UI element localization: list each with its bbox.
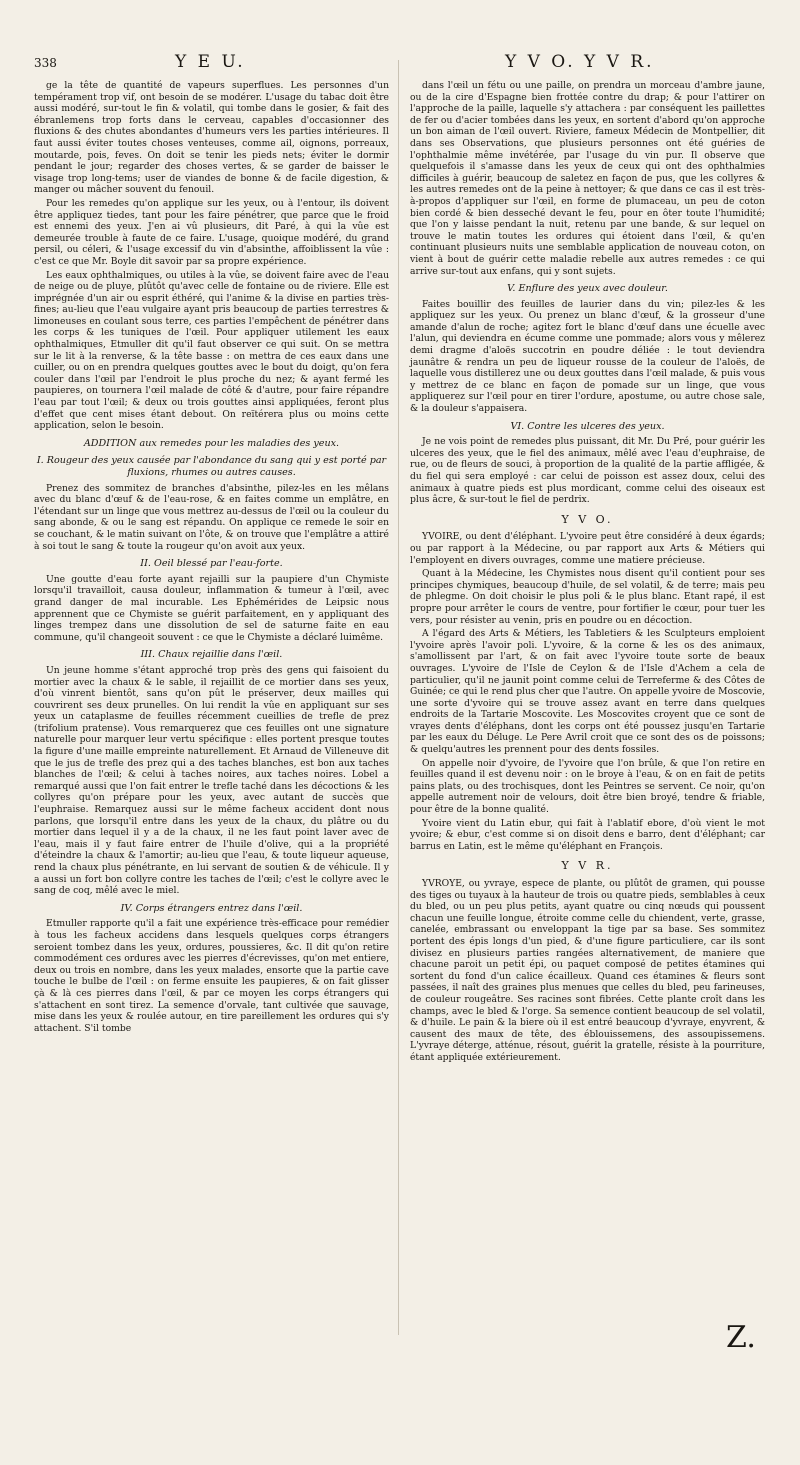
paragraph: A l'égard des Arts & Métiers, les Tabletiers & les Sculpteurs emploient l'yvoire après l'avoir poli. L'yvoire, & la corne & les os des animaux, s'amollissent par l'art, & on fait avec l'yvoire toute sorte de beaux ouvrages. L'yvoire de l'Isle de Ceylon & de l'Isle d'Achem a cela de particulier, qu'il ne jaunit point comme celui de Terreferme & des Côtes de Guinée; ce qui le rend plus cher que l'autre. On appelle yvoire de Moscovie, une sorte d'yvoire qui se trouve assez avant en terre dans quelques endroits de la Tartarie Moscovite. Les Moscovites croyent que ce sont de vrayes dents d'éléphans, dont les corps ont été poussez jusqu'en Tartarie par les eaux du Déluge. Le Pere Avril croit que ce sont des os de poissons; & quelqu'autres les prennent pour des dents fossiles.: [410, 628, 765, 756]
section-heading: ADDITION aux remedes pour les maladies des yeux.: [83, 437, 340, 449]
paragraph: Une goutte d'eau forte ayant rejailli sur la paupiere d'un Chymiste lorsqu'il travailloit, causa douleur, inflammation & tumeur à l'œil, avec grand danger de mal incurable. Les Ephémérides de Leipsic nous apprennent que ce Chymiste se guérit parfaitement, en y appliquant des linges trempez dans une dissolution de sel de saturne faite en eau commune, qu'il changeoit souvent : ce que le Chymiste a déclaré luimême.: [34, 573, 389, 643]
entry-group-heading: Y V O.: [561, 512, 614, 526]
paragraph: dans l'œil un fétu ou une paille, on prendra un morceau d'ambre jaune, ou de la cire d'Espagne bien frottée contre du drap; & pour l'attirer on l'approche de la paille, laquelle s'y attachera : par conséquent les paillettes de fer ou d'acier tombées dans les yeux, en sortent d'abord qu'on approche un bon aiman de l'œil ouvert. Riviere, fameux Médecin de Montpellier, dit dans ses Observations, que plusieurs personnes ont été guéries de l'ophthalmie même invétérée, par l'usage du vin pur. Il observe que quelquefois il s'amasse dans les yeux de ceux qui ont des ophthalmies difficiles à guérir, beaucoup de saletez en façon de pus, que les collyres & les autres remedes ont de la peine à nettoyer; & que dans ce cas il est très-à-propos d'appliquer sur l'œil, en forme de plumaceau, un peu de coton bien cordé & bien desseché devant le feu, pour en ôter toute l'humidité; que l'on y laisse pendant la nuit, retenu par une bande, & sur lequel on trouve le matin toutes les ordures qui étoient dans l'œil, & qu'en continuant plusieurs nuits une semblable application de nouveau coton, on vient à bout de guérir cette maladie rebelle aux autres remedes : ce qui arrive sur-tout aux enfans, qui y sont sujets.: [410, 80, 765, 277]
section-heading: I. Rougeur des yeux causée par l'abondance du sang qui y est porté par fluxions, rhumes ou autres causes.: [36, 455, 387, 478]
paragraph: YVROYE, ou yvraye, espece de plante, ou plûtôt de gramen, qui pousse des tiges ou tuyaux à la hauteur de trois ou quatre pieds, semblables à ceux du bled, ou un peu plus petits, ayant quatre ou cinq nœuds qui poussent chacun une feuille longue, étroite comme celle du chiendent, verte, grasse, canelée, embrassant ou enveloppant la tige par sa base. Ses sommitez portent des épis longs d'un pied, & d'une figure particuliere, car ils sont divisez en plusieurs parties rangées alternativement, de maniere que chacune paroit un petit épi, ou paquet composé de petites étamines qui sortent du fond d'un calice écailleux. Quand ces étamines & fleurs sont passées, il naît des graines plus menues que celles du bled, peu farineuses, de couleur rougeâtre. Ses racines sont fibrées. Cette plante croît dans les champs, avec le bled & l'orge. Sa semence contient beaucoup de sel volatil, & d'huile. Le pain & la biere où il est entré beaucoup d'yvraye, enyvrent, & causent des maux de tête, des éblouissemens, des assoupissemens. L'yvraye déterge, atténue, résout, guérit la gratelle, résiste à la pourriture, étant appliquée extérieurement.: [410, 878, 765, 1063]
running-head-right: Y V O. Y V R.: [505, 52, 655, 72]
paragraph: On appelle noir d'yvoire, de l'yvoire que l'on brûle, & que l'on retire en feuilles quand il est devenu noir : on le broye à l'eau, & on en fait de petits pains plats, ou des trochisques, dont les Peintres se servent. Ce noir, qu'on appelle autrement noir de velours, doit être bien broyé, tendre & friable, pour être de la bonne qualité.: [410, 757, 765, 816]
section-heading: II. Oeil blessé par l'eau-forte.: [140, 558, 283, 570]
paragraph: Etmuller rapporte qu'il a fait une expérience très-efficace pour remédier à tous les facheux accidens dans lesquels quelques corps étrangers seroient tombez dans les yeux, ordures, poussieres, &c. Il dit qu'on retire commodément ces ordures avec les pierres d'écrevisses, qu'on met entiere, deux ou trois en nombre, dans les yeux malades, ensorte que la partie cave touche le bulbe de l'œil : on ferme ensuite les paupieres, & on fait glisser çà & là ces pierres dans l'œil, & par ce moyen les corps étrangers qui s'attachent en sont tirez. La semence d'orvale, tant cultivée que sauvage, mise dans les yeux & roulée autour, en tire pareillement les ordures qui s'y attachent. S'il tombe: [34, 918, 389, 1034]
section-heading: V. Enflure des yeux avec douleur.: [507, 283, 668, 295]
section-heading: IV. Corps étrangers entrez dans l'œil.: [120, 902, 303, 914]
left-column: [34, 80, 389, 1036]
paragraph: Je ne vois point de remedes plus puissant, dit Mr. Du Pré, pour guérir les ulceres des yeux, que le fiel des animaux, mêlé avec l'eau d'euphraise, de rue, ou de fleurs de souci, à proportion de la qualité de la partie affligée, & du fiel qui sera employé : car celui de poisson est assez doux, celui des animaux à quatre pieds est plus mordicant, comme celui des oiseaux est plus âcre, & sur-tout le fiel de perdrix.: [410, 436, 765, 506]
paragraph: Yvoire vient du Latin ebur, qui fait à l'ablatif ebore, d'où vient le mot yvoire; & ebur, c'est comme si on disoit dens e barro, dent d'éléphant; car barrus en Latin, est le même qu'éléphant en François.: [410, 817, 765, 852]
right-column: [410, 80, 765, 1066]
paragraph: Prenez des sommitez de branches d'absinthe, pilez-les en les mêlans avec du blanc d'œuf & de l'eau-rose, & en faites comme un emplâtre, en l'étendant sur un linge que vous mettrez au-dessus de l'œil ou la couleur du sang abonde, & ou le sang est répandu. On applique ce remede le soir en se couchant, & le matin suivant on l'ôte, & on trouve que l'emplâtre a attiré à soi tout le sang & toute la rougeur qu'on avoit aux yeux.: [34, 482, 389, 552]
catchword: Z.: [726, 1320, 756, 1355]
column-divider: [398, 60, 399, 1335]
section-heading: VI. Contre les ulceres des yeux.: [510, 420, 665, 432]
paragraph: Faites bouillir des feuilles de laurier dans du vin; pilez-les & les appliquez sur les yeux. Ou prenez un blanc d'œuf, & la grosseur d'une amande d'alun de roche; agitez fort le blanc d'œuf dans une écuelle avec l'alun, qui deviendra en écume comme une pommade; alors vous y mêlerez demi dragme d'aloës succotrin en poudre déliée : le tout deviendra jaunâtre & rendra un peu de liqueur rousse de la couleur de l'aloës, de laquelle vous distillerez une ou deux gouttes dans l'œil malade, & puis vous y mettrez de ce blanc en façon de pomade sur un linge, que vous appliquerez sur l'œil pour en tirer l'ordure, apostume, ou autre chose sale, & la douleur s'appaisera.: [410, 298, 765, 415]
paragraph: Un jeune homme s'étant approché trop près des gens qui faisoient du mortier avec la chaux & le sable, il rejaillit de ce mortier dans ses yeux, d'où vinrent bientôt, sans qu'on pût le préserver, deux mailles qui couvrirent ses deux prunelles. On lui rendit la vûe en appliquant sur ses yeux un cataplasme de feuilles récemment cueillies de trefle de prez (trifolium pratense). Vous remarquerez que ces feuilles ont une signature naturelle pour marquer leur vertu spécifique : elles portent presque toutes la figure d'une maille empreinte naturellement. Et Arnaud de Villeneuve dit que le jus de trefle des prez qui a des taches blanches, est bon aux taches blanches de l'œil; & celui à taches noires, aux taches noires. Lobel a remarqué aussi que l'on fait entrer le trefle taché dans les décoctions & les collyres qu'on prépare pour les yeux, avec autant de succès que l'euphraise. Remarquez aussi sur le même facheux accident dont nous parlons, que lorsqu'il entre dans les yeux de la chaux, du plâtre ou du mortier dans lequel il y a de la chaux, il ne les faut point laver avec de l'eau, mais il y faut faire entrer de l'huile d'olive, qui a la propriété d'éteindre la chaux & l'amortir; au-lieu que l'eau, & toute liqueur aqueuse, rend la chaux plus pénétrante, en lui servant de soutien & de véhicule. Il y a aussi un fort bon collyre contre les taches de l'œil; c'est le collyre avec le sang de coq, mêlé avec le miel.: [34, 664, 389, 897]
paragraph: Pour les remedes qu'on applique sur les yeux, ou à l'entour, ils doivent être appliquez tiedes, tant pour les faire pénétrer, que parce que le froid est ennemi des yeux. J'en ai vû plusieurs, dit Paré, à qui la vûe est demeurée trouble à faute de ce faire. L'usage, quoique modéré, du grand persil, ou céleri, & l'usage excessif du vin d'absinthe, affoiblissent la vûe : c'est ce que Mr. Boyle dit savoir par sa propre expérience.: [34, 197, 389, 267]
paragraph: Quant à la Médecine, les Chymistes nous disent qu'il contient pour ses principes chymiques, beaucoup d'huile, de sel volatil, & de terre; mais peu de phlegme. On doit choisir le plus poli & le plus blanc. Etant rapé, il est propre pour arrêter le cours de ventre, pour fortifier le cœur, pour tuer les vers, pour résister au venin, pris en poudre ou en décoction.: [410, 568, 765, 626]
paragraph: ge la tête de quantité de vapeurs superflues. Les personnes d'un tempérament trop vif, ont besoin de se modérer. L'usage du tabac doit être aussi modéré, sur-tout le fin & volatil, qui tombe dans le gosier, & fait des ébranlemens trop forts dans le cerveau, capables d'occasionner des fluxions & des chutes abondantes d'humeurs vers les parties intérieures. Il faut aussi éviter toutes choses venteuses, comme ail, oignons, porreaux, moutarde, pois, feves. On doit se tenir les pieds nets; éviter le dormir pendant le jour; regarder des choses vertes, & se garder de baisser le visage trop long-tems; user de viandes de bonne & de facile digestion, & manger ou mâcher souvent du fenouil.: [34, 80, 389, 196]
running-head-left: Y E U.: [175, 52, 246, 72]
entry-group-heading: Y V R.: [561, 859, 614, 873]
page-number: 338: [34, 56, 57, 70]
section-heading: III. Chaux rejaillie dans l'œil.: [140, 649, 283, 661]
paragraph: YVOIRE, ou dent d'éléphant. L'yvoire peut être considéré à deux égards; ou par rapport à la Médecine, ou par rapport aux Arts & Métiers qui l'employent en divers ouvrages, comme une matiere précieuse.: [410, 531, 765, 566]
paragraph: Les eaux ophthalmiques, ou utiles à la vûe, se doivent faire avec de l'eau de neige ou de pluye, plûtôt qu'avec celle de fontaine ou de riviere. Elle est imprégnée d'un air ou esprit éthéré, qui l'anime & la divise en parties très-fines; au-lieu que l'eau vulgaire ayant pris beaucoup de parties terrestres & limoneuses en coulant sous terre, ces parties l'empêchent de pénétrer dans les corps & les tuniques de l'œil. Pour appliquer utilement les eaux ophthalmiques, Etmuller dit qu'il faut observer ce qui suit. On se mettra sur le lit à la renverse, & la tête basse : on mettra de ces eaux dans une cuiller, ou on en prendra quelques gouttes avec le bout du doigt, qu'on fera couler dans l'œil par l'endroit le plus proche du nez; & ayant fermé les paupieres, on tournera l'œil malade de côté & d'autre, pour faire répandre l'eau par tout l'œil; & deux ou trois gouttes ainsi appliquées, feront plus d'effet que cent mises étant debout. On reïtérera plus ou moins cette application, selon le besoin.: [34, 269, 389, 432]
